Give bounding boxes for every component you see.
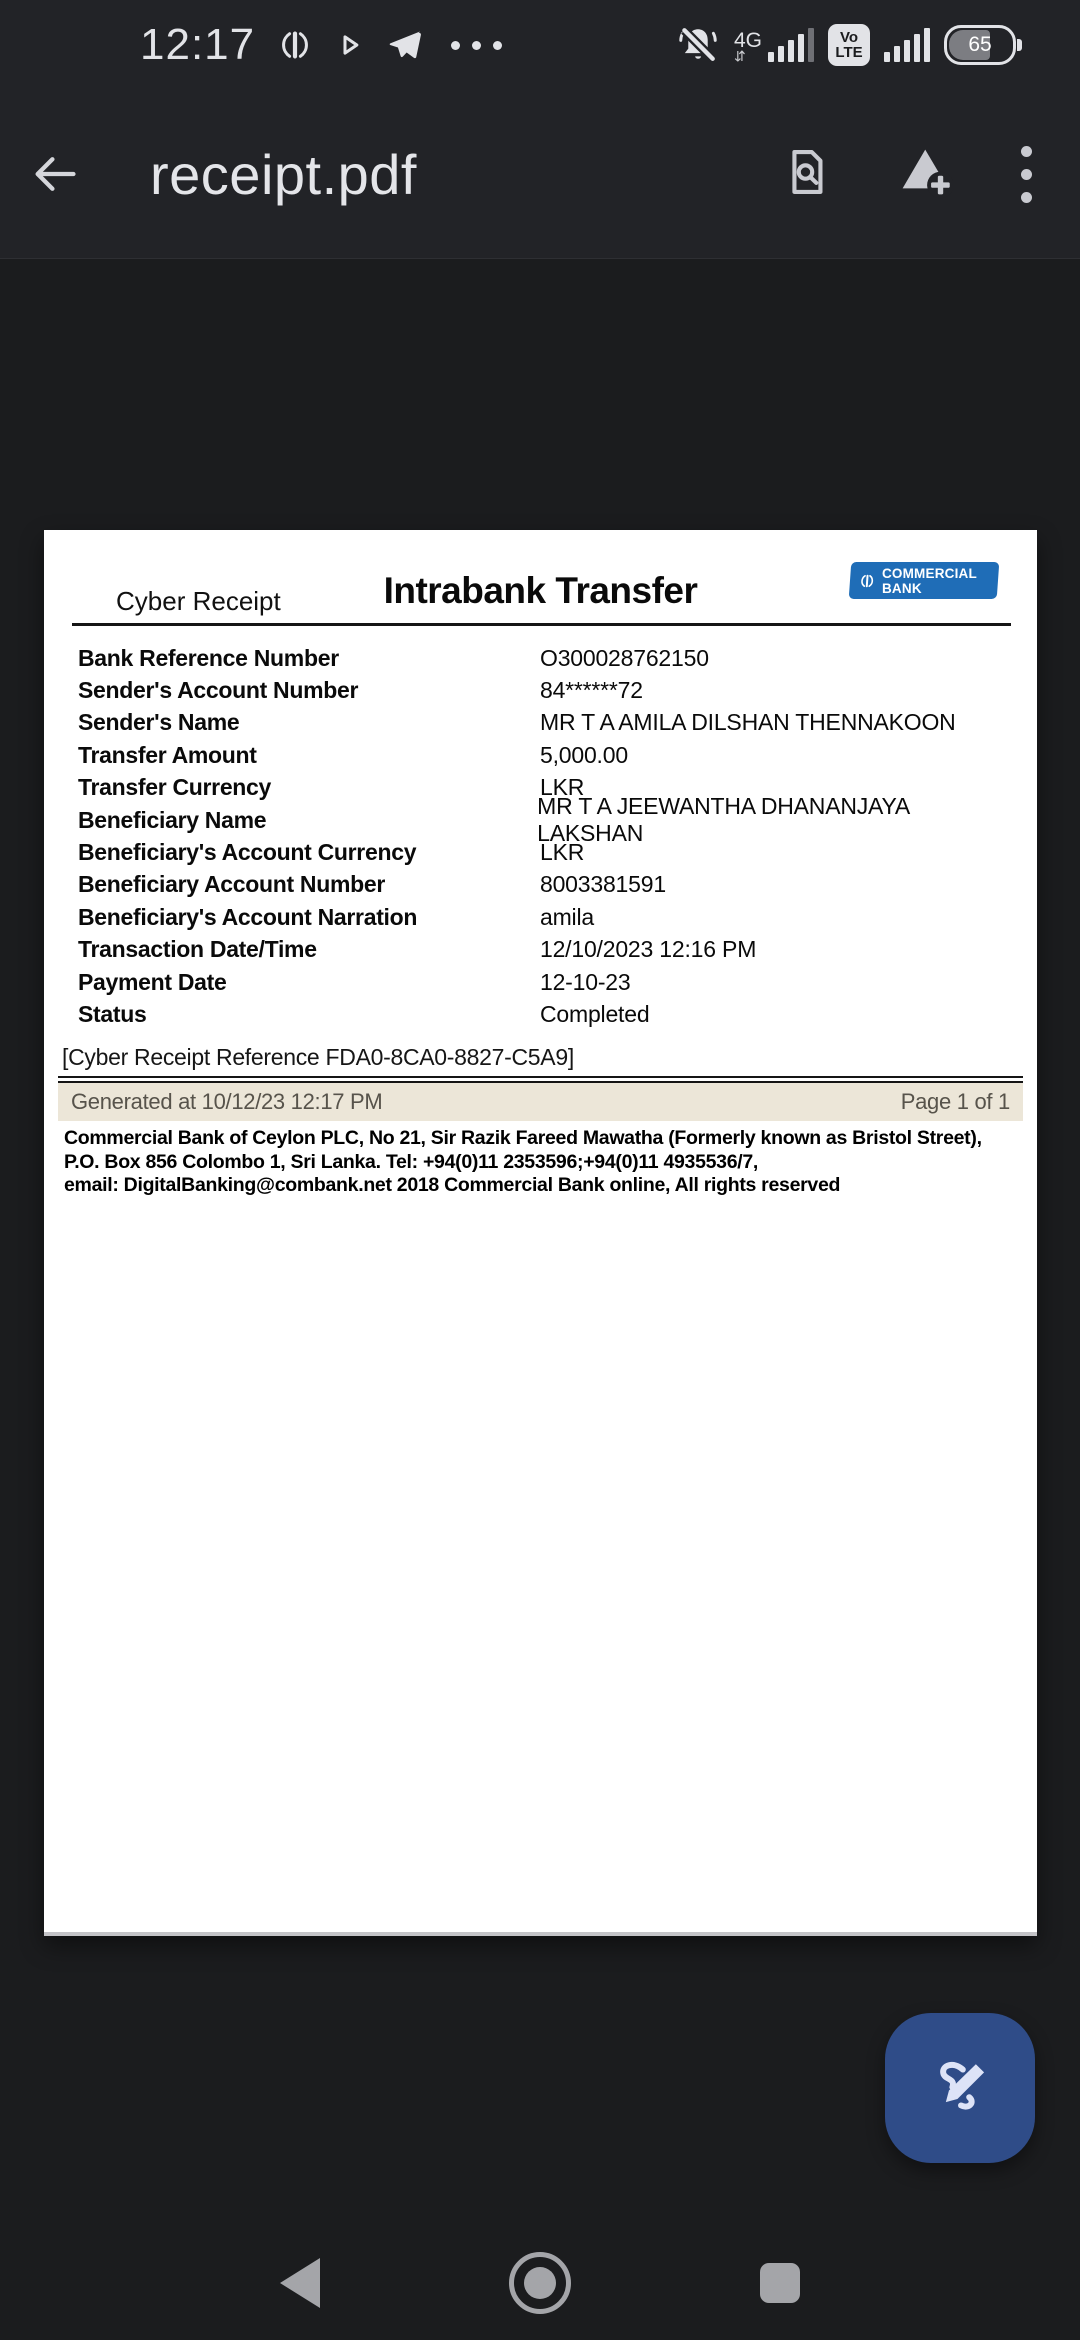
combank-logo-icon xyxy=(857,570,877,592)
combank-notification-icon xyxy=(277,27,313,63)
page-indicator: Page 1 of 1 xyxy=(900,1089,1010,1114)
edit-signature-icon xyxy=(926,2054,994,2122)
clock: 12:17 xyxy=(140,20,256,69)
field-row: Transfer Currency LKR xyxy=(78,774,585,801)
battery-percent: 65 xyxy=(968,33,992,56)
field-row: Bank Reference Number O300028762150 xyxy=(78,644,709,671)
address-line: P.O. Box 856 Colombo 1, Sri Lanka. Tel: +94(0)11 2353596;+94(0)11 4935536/7, xyxy=(64,1150,759,1173)
generated-at: Generated at 10/12/23 12:17 PM xyxy=(71,1089,383,1114)
more-notifications-icon xyxy=(451,41,502,50)
double-rule xyxy=(58,1076,1023,1083)
field-row: Transfer Amount 5,000.00 xyxy=(78,741,628,768)
receipt-fields xyxy=(78,642,1018,1031)
back-button[interactable] xyxy=(0,148,110,200)
add-to-drive-icon xyxy=(897,144,953,200)
bank-address-block xyxy=(64,1127,982,1198)
address-line: email: DigitalBanking@combank.net 2018 Commercial Bank online, All rights reserved xyxy=(64,1174,841,1196)
nav-recents-button[interactable] xyxy=(720,2226,840,2340)
annotate-fab-button[interactable] xyxy=(885,2013,1035,2163)
field-row: Beneficiary Account Number 8003381591 xyxy=(78,871,666,898)
battery-icon xyxy=(944,25,1016,65)
nav-recents-icon xyxy=(760,2263,800,2303)
play-icon xyxy=(335,30,365,60)
overflow-menu-button[interactable] xyxy=(1017,142,1036,207)
signal-bars-sim2-icon xyxy=(884,28,930,62)
bell-muted-icon xyxy=(676,23,720,67)
find-in-file-button[interactable] xyxy=(781,146,833,203)
nav-back-button[interactable] xyxy=(240,2226,360,2340)
telegram-icon xyxy=(387,27,423,63)
field-row: Beneficiary Name MR T A JEEWANTHA DHANANJAYA LAKSHAN xyxy=(78,793,909,847)
field-row: Sender's Account Number 84******72 xyxy=(78,677,643,704)
header-rule xyxy=(72,623,1011,626)
signal-bars-sim1-icon xyxy=(734,28,814,62)
commercial-bank-logo xyxy=(849,562,1000,599)
document-title: receipt.pdf xyxy=(150,142,417,206)
field-row: Beneficiary's Account Narration amila xyxy=(78,903,594,930)
nav-home-icon xyxy=(509,2252,571,2314)
find-in-file-icon xyxy=(781,146,833,198)
add-to-drive-button[interactable] xyxy=(897,144,953,205)
field-row: Status Completed xyxy=(78,1000,650,1027)
field-row: Transaction Date/Time 12/10/2023 12:16 PM xyxy=(78,936,757,963)
network-type-label: 4G xyxy=(733,29,762,52)
generated-bar xyxy=(58,1083,1023,1121)
receipt-reference: [Cyber Receipt Reference FDA0-8CA0-8827-C5A9] xyxy=(62,1044,574,1070)
address-line: Commercial Bank of Ceylon PLC, No 21, Sir Razik Fareed Mawatha (Formerly known as Bristol Street), xyxy=(64,1127,982,1149)
doc-label: Cyber Receipt xyxy=(116,586,281,616)
pdf-page xyxy=(44,530,1037,1936)
app-bar xyxy=(0,90,1080,259)
data-arrows-icon: ⇵ xyxy=(733,48,746,64)
status-bar xyxy=(0,0,1080,90)
bank-logo-text: COMMERCIAL BANK xyxy=(882,565,978,596)
field-row: Beneficiary's Account Currency LKR xyxy=(78,839,585,866)
nav-back-icon xyxy=(280,2258,320,2308)
navigation-bar xyxy=(0,2226,1080,2340)
field-row: Payment Date 12-10-23 xyxy=(78,968,631,995)
receipt-title: Intrabank Transfer xyxy=(383,570,698,611)
volte-icon: Vo LTE xyxy=(828,24,870,66)
field-row: Sender's Name MR T A AMILA DILSHAN THENNAKOON xyxy=(78,709,956,736)
back-arrow-icon xyxy=(29,148,81,200)
nav-home-button[interactable] xyxy=(480,2226,600,2340)
